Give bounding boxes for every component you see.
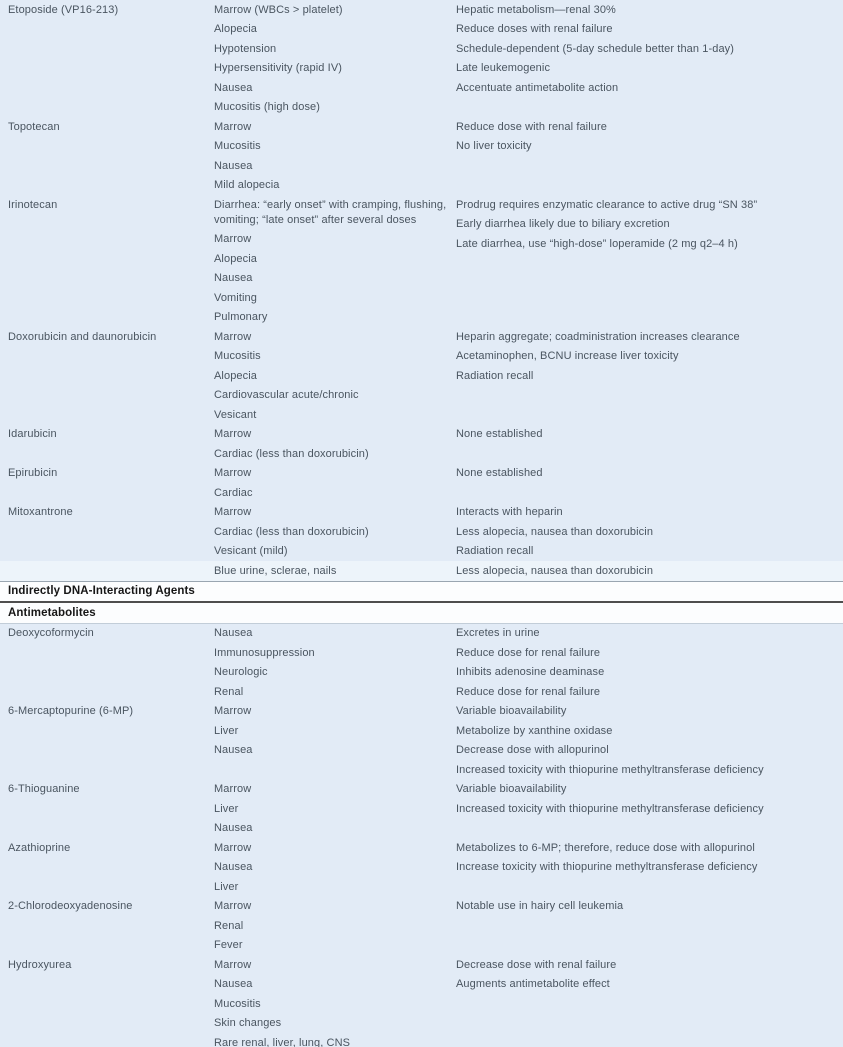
section-header: Indirectly DNA-Interacting Agents	[0, 581, 843, 604]
comment-item: Heparin aggregate; coadministration increases clearance	[456, 330, 740, 343]
toxicity-item: Nausea	[214, 744, 253, 756]
section-header: Antimetabolites	[0, 603, 843, 624]
drug-name: 6-Mercaptopurine (6-MP)	[8, 705, 134, 717]
drug-name: Hydroxyurea	[8, 958, 72, 971]
comments-cell	[456, 955, 843, 994]
comment-item: Increased toxicity with thiopurine methyltransferase deficiency	[456, 763, 764, 776]
comments-cell	[456, 838, 843, 877]
drug-name-cell	[0, 0, 214, 20]
toxicity-cell	[214, 464, 456, 503]
drug-name: Etoposide (VP16-213)	[8, 3, 119, 16]
toxicity-item: Vesicant (mild)	[214, 545, 288, 557]
toxicity-item: Marrow	[214, 506, 252, 518]
comments-cell	[456, 425, 843, 445]
table-row	[0, 897, 843, 956]
table-row	[0, 955, 843, 1047]
comments-cell	[456, 327, 843, 386]
drug-name-cell	[0, 327, 214, 347]
drug-name-cell	[0, 117, 214, 137]
drug-name-cell	[0, 503, 214, 523]
toxicity-item: Marrow	[214, 233, 252, 245]
toxicity-item: Marrow (WBCs > platelet)	[214, 3, 343, 16]
toxicity-cell	[214, 955, 456, 1047]
comment-item: Metabolize by xanthine oxidase	[456, 724, 613, 737]
toxicity-item: Vesicant	[214, 408, 257, 421]
comments-cell	[456, 0, 843, 98]
toxicity-item: Renal	[214, 685, 244, 698]
toxicity-item: Liver	[214, 802, 239, 815]
toxicity-cell	[214, 503, 456, 581]
comment-item: Decrease dose with allopurinol	[456, 744, 609, 756]
toxicity-cell	[214, 624, 456, 702]
drug-name: Doxorubicin and daunorubicin	[8, 330, 157, 343]
toxicity-item: Cardiovascular acute/chronic	[214, 389, 359, 401]
comments-cell	[456, 195, 843, 254]
comment-item: Increased toxicity with thiopurine methyltransferase deficiency	[456, 802, 764, 815]
comment-item: Acetaminophen, BCNU increase liver toxicity	[456, 350, 679, 362]
drug-name: Idarubicin	[8, 428, 57, 440]
drug-name: Irinotecan	[8, 198, 58, 211]
toxicity-item: Marrow	[214, 705, 252, 717]
drug-name-cell	[0, 624, 214, 644]
toxicity-cell	[214, 897, 456, 956]
toxicity-item: Hypotension	[214, 42, 277, 55]
table-row	[0, 117, 843, 195]
drug-name: 2-Chlorodeoxyadenosine	[8, 900, 133, 912]
comments-cell	[456, 897, 843, 917]
table-row	[0, 702, 843, 780]
toxicity-item: Nausea	[214, 159, 253, 172]
toxicity-item: Nausea	[214, 81, 253, 94]
table-row	[0, 195, 843, 327]
comments-cell	[456, 117, 843, 156]
comments-cell	[456, 702, 843, 780]
comment-item: Reduce dose for renal failure	[456, 685, 601, 698]
comment-item: Prodrug requires enzymatic clearance to active drug “SN 38”	[456, 198, 758, 211]
toxicity-item: Marrow	[214, 120, 252, 133]
toxicity-item: Mild alopecia	[214, 179, 280, 191]
comment-item: Accentuate antimetabolite action	[456, 81, 619, 94]
toxicity-cell	[214, 0, 456, 117]
toxicity-cell	[214, 195, 456, 327]
toxicity-item: Neurologic	[214, 666, 268, 678]
table-row	[0, 0, 843, 117]
comment-item: Decrease dose with renal failure	[456, 958, 617, 971]
toxicity-item: Fever	[214, 939, 243, 951]
comment-item: Variable bioavailability	[456, 783, 567, 795]
comment-item: Early diarrhea likely due to biliary excretion	[456, 218, 670, 230]
comment-item: Schedule-dependent (5-day schedule better than 1-day)	[456, 42, 735, 55]
comments-cell	[456, 464, 843, 484]
toxicity-item: Rare renal, liver, lung, CNS	[214, 1036, 351, 1047]
comment-item: Less alopecia, nausea than doxorubicin	[456, 525, 654, 538]
toxicity-item: Marrow	[214, 900, 252, 912]
toxicity-item: Hypersensitivity (rapid IV)	[214, 62, 343, 74]
comment-item: Less alopecia, nausea than doxorubicin	[456, 564, 654, 577]
toxicity-cell	[214, 780, 456, 839]
toxicity-item: Blue urine, sclerae, nails	[214, 564, 337, 577]
table-row	[0, 780, 843, 839]
comment-item: Radiation recall	[456, 369, 534, 382]
toxicity-cell	[214, 117, 456, 195]
toxicity-item: Cardiac (less than doxorubicin)	[214, 447, 369, 460]
toxicity-item: Renal	[214, 919, 244, 932]
toxicity-item: Mucositis	[214, 997, 261, 1010]
drug-name: Epirubicin	[8, 467, 58, 479]
comment-item: Reduce doses with renal failure	[456, 23, 613, 35]
drug-name: Mitoxantrone	[8, 506, 73, 518]
toxicity-item: Marrow	[214, 428, 252, 440]
comment-item: Reduce dose for renal failure	[456, 646, 601, 659]
toxicity-item: Immunosuppression	[214, 646, 315, 659]
toxicity-item: Nausea	[214, 861, 253, 873]
comment-item: Variable bioavailability	[456, 705, 567, 717]
comments-cell	[456, 624, 843, 702]
comment-item: Reduce dose with renal failure	[456, 120, 607, 133]
drug-name: Deoxycoformycin	[8, 627, 94, 639]
drug-name-cell	[0, 955, 214, 975]
toxicity-cell	[214, 838, 456, 897]
comment-item: Late diarrhea, use “high-dose” loperamide (2 mg q2–4 h)	[456, 237, 738, 250]
toxicity-item: Marrow	[214, 783, 252, 795]
comment-item: Radiation recall	[456, 545, 534, 557]
comments-cell	[456, 503, 843, 581]
drug-name-cell	[0, 897, 214, 917]
comment-item: None established	[456, 467, 543, 479]
toxicity-cell	[214, 327, 456, 425]
toxicity-item: Diarrhea: “early onset” with cramping, flushing, vomiting; “late onset” after several doses	[214, 198, 447, 226]
toxicity-item: Pulmonary	[214, 311, 268, 323]
toxicity-item: Marrow	[214, 467, 252, 479]
toxicity-item: Mucositis (high dose)	[214, 101, 321, 113]
drug-name-cell	[0, 464, 214, 484]
drug-name-cell	[0, 780, 214, 800]
comment-item: Augments antimetabolite effect	[456, 978, 610, 990]
table-row	[0, 838, 843, 897]
toxicity-item: Nausea	[214, 978, 253, 990]
comment-item: Excretes in urine	[456, 627, 540, 639]
toxicity-item: Mucositis	[214, 140, 261, 152]
toxicity-item: Alopecia	[214, 252, 257, 265]
drug-name: Azathioprine	[8, 841, 71, 854]
toxicity-item: Nausea	[214, 822, 253, 834]
toxicity-item: Alopecia	[214, 23, 257, 35]
comment-item: Hepatic metabolism—renal 30%	[456, 3, 616, 16]
toxicity-item: Alopecia	[214, 369, 257, 382]
toxicity-item: Marrow	[214, 958, 252, 971]
drug-name-cell	[0, 838, 214, 858]
drug-name-cell	[0, 702, 214, 722]
toxicity-item: Liver	[214, 724, 239, 737]
toxicity-item: Cardiac	[214, 486, 253, 499]
toxicity-item: Skin changes	[214, 1017, 282, 1029]
table-row	[0, 624, 843, 702]
toxicity-item: Nausea	[214, 627, 253, 639]
comment-item: Increase toxicity with thiopurine methyltransferase deficiency	[456, 861, 758, 873]
toxicity-cell	[214, 425, 456, 464]
toxicity-item: Marrow	[214, 841, 252, 854]
toxicity-item: Mucositis	[214, 350, 261, 362]
toxicity-item: Marrow	[214, 330, 252, 343]
toxicity-item: Nausea	[214, 272, 253, 284]
drug-name: 6-Thioguanine	[8, 783, 80, 795]
table-row	[0, 503, 843, 581]
comment-item: Inhibits adenosine deaminase	[456, 666, 605, 678]
comment-item: Interacts with heparin	[456, 506, 563, 518]
comment-item: Notable use in hairy cell leukemia	[456, 900, 624, 912]
comment-item: No liver toxicity	[456, 140, 532, 152]
drug-name-cell	[0, 195, 214, 215]
toxicity-item: Liver	[214, 880, 239, 893]
comment-item: Late leukemogenic	[456, 62, 551, 74]
drug-name-cell	[0, 425, 214, 445]
comment-item: Metabolizes to 6-MP; therefore, reduce dose with allopurinol	[456, 841, 755, 854]
toxicity-cell	[214, 702, 456, 761]
toxicity-item: Cardiac (less than doxorubicin)	[214, 525, 369, 538]
comments-cell	[456, 780, 843, 819]
table-row	[0, 327, 843, 425]
table-row	[0, 464, 843, 503]
table-row	[0, 425, 843, 464]
comment-item: None established	[456, 428, 543, 440]
drug-name: Topotecan	[8, 120, 60, 133]
toxicity-item: Vomiting	[214, 291, 257, 304]
